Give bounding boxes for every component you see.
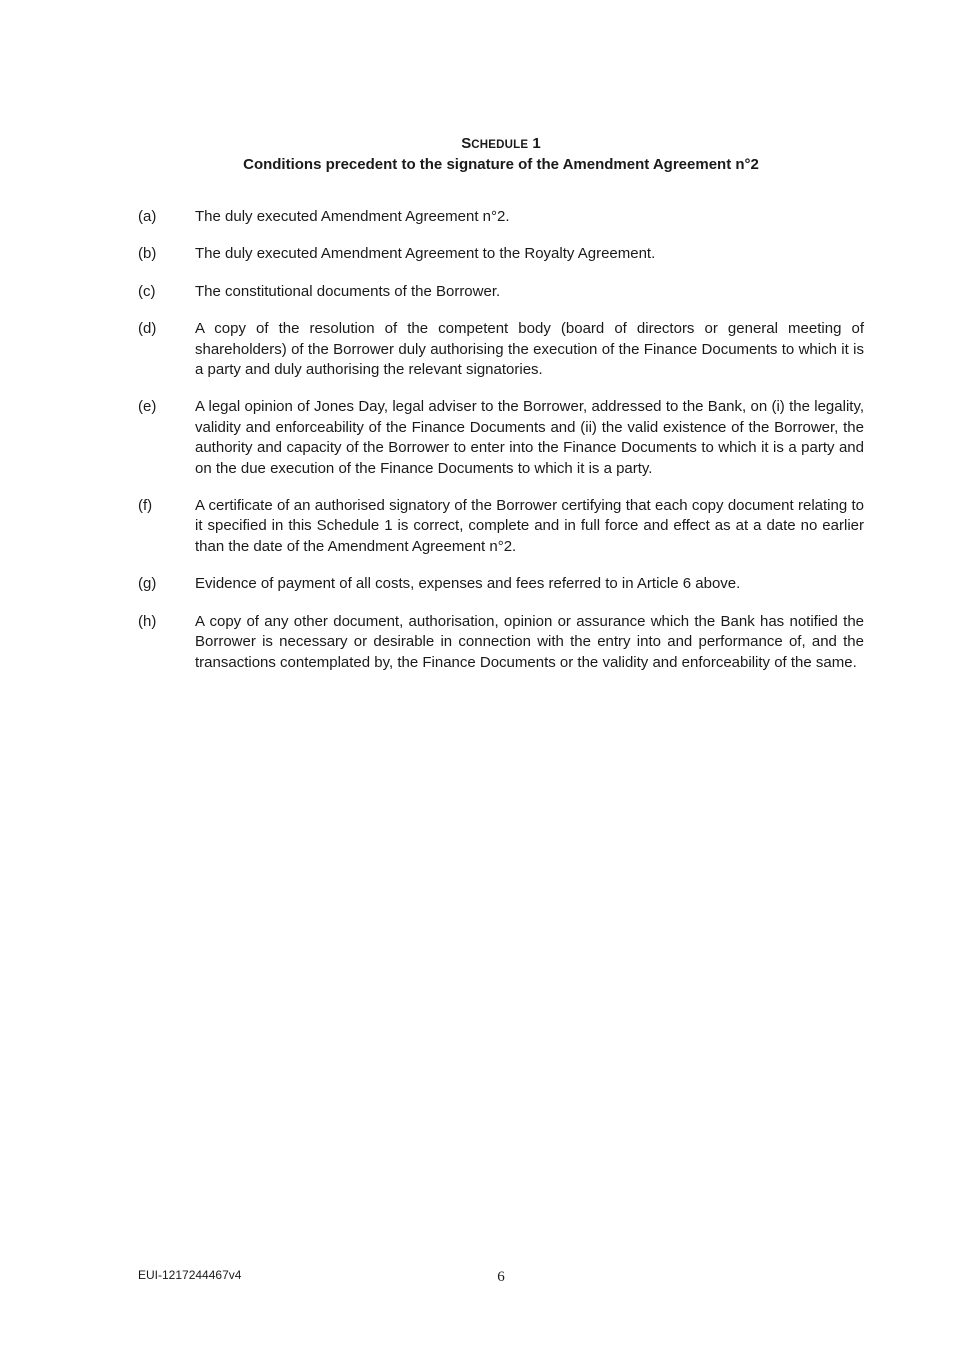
item-text: Evidence of payment of all costs, expenses and fees referred to in Article 6 above. (195, 575, 741, 593)
list-item (138, 319, 864, 380)
conditions-list (138, 207, 864, 690)
item-label: (h) (138, 612, 157, 630)
list-item (138, 612, 864, 673)
list-item (138, 496, 864, 557)
item-label: (c) (138, 282, 156, 300)
schedule-label-initial: S (461, 135, 472, 152)
item-label: (e) (138, 398, 157, 416)
list-item (138, 397, 864, 479)
item-text: The duly executed Amendment Agreement n°2. (195, 208, 510, 225)
item-label: (f) (138, 497, 153, 515)
list-item (138, 244, 864, 264)
schedule-heading (0, 134, 965, 174)
item-text: A copy of any other document, authorisation, opinion or assurance which the Bank has notified the Borrower is necessary or desirable in connection with the entry into and performance of, and the transactions contemplated by, the Finance Documents or the validity and enforceability of the same. (195, 612, 864, 671)
list-item (138, 574, 864, 594)
item-text: A certificate of an authorised signatory of the Borrower certifying that each copy document relating to it specified in this Schedule 1 is correct, complete and in full force and effect as at a date no earlier than the date of the Amendment Agreement n°2. (195, 497, 864, 555)
page-number: 6 (497, 1269, 505, 1285)
item-label: (d) (138, 320, 157, 338)
schedule-label-rest: CHEDULE (471, 139, 529, 151)
item-label: (g) (138, 575, 157, 593)
document-reference: EUI-1217244467v4 (138, 1268, 242, 1282)
schedule-title: Conditions precedent to the signature of the Amendment Agreement n°2 (243, 156, 759, 173)
item-text: A copy of the resolution of the competent body (board of directors or general meeting of shareholders) of the Borrower duly authorising the execution of the Finance Documents to which it is a party and duly authorising the relevant signatories. (195, 320, 864, 379)
item-text: A legal opinion of Jones Day, legal adviser to the Borrower, addressed to the Bank, on (i) the legality, validity and enforceability of the Finance Documents and (ii) the valid existence of the Borrower, the authority and capacity of the Borrower to enter into the Finance Documents to which it is a party and on the due execution of the Finance Documents to which it is a party. (195, 398, 864, 477)
schedule-number: 1 (528, 135, 541, 152)
item-text: The constitutional documents of the Borrower. (195, 282, 501, 300)
list-item (138, 207, 864, 227)
schedule-label (0, 134, 965, 155)
item-text: The duly executed Amendment Agreement to the Royalty Agreement. (195, 245, 656, 263)
item-label: (b) (138, 245, 157, 263)
list-item (138, 282, 864, 302)
item-label: (a) (138, 208, 157, 225)
